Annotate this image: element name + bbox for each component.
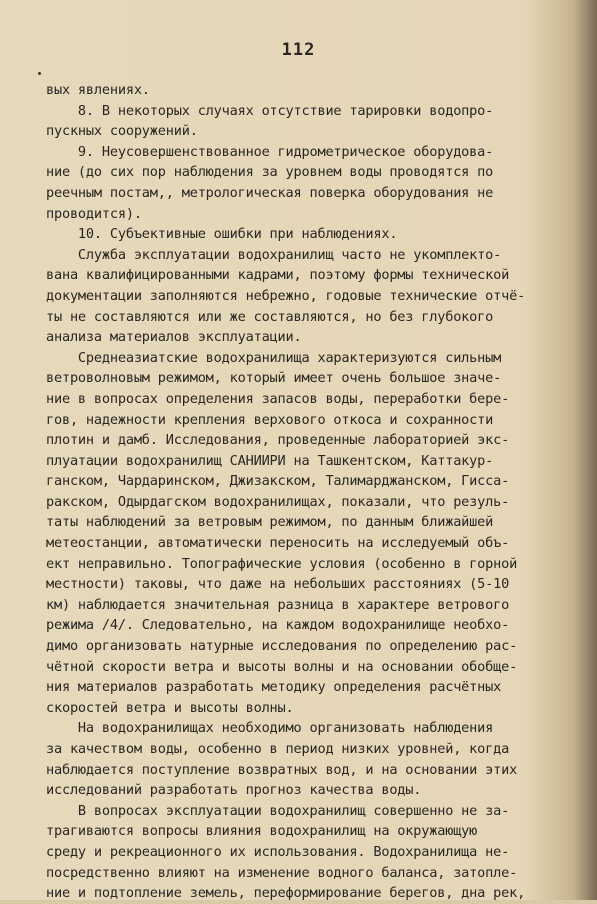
- text-line: плотин и дамб. Исследования, проведенные лабораторией экс-: [46, 432, 510, 449]
- page-number: 112: [281, 40, 316, 60]
- text-line: вых явлениях.: [46, 82, 150, 98]
- ink-dot: [38, 72, 41, 75]
- text-line: посредственно влияют на изменение водного баланса, затопле-: [46, 864, 518, 881]
- text-line: ракском, Одырдагском водохранилищах, показали, что резуль-: [46, 493, 510, 510]
- text-line: 8. В некоторых случаях отсутствие тарировки водопро-: [46, 102, 494, 119]
- text-line: реечным постам,, метрологическая поверка оборудования не: [46, 184, 494, 201]
- text-line: местности) таковы, что даже на небольших расстояниях (5-10: [46, 576, 510, 593]
- text-line: вана квалифицированными кадрами, поэтому формы технической: [46, 267, 510, 284]
- text-line: пускных сооружений.: [46, 123, 198, 140]
- text-line: На водохранилищах необходимо организовать наблюдения: [46, 720, 494, 737]
- text-line: проводится).: [46, 205, 142, 222]
- text-line: наблюдается поступление возвратных вод, и на основании этих: [46, 761, 518, 778]
- text-line: документации заполняются небрежно, годовые технические отчё-: [46, 287, 526, 304]
- text-line: трагиваются вопросы влияния водохранилищ на окружающую: [46, 823, 478, 840]
- text-line: ния материалов разработать методику определения расчётных: [46, 679, 502, 696]
- text-line: метеостанции, автоматически переносить на исследуемый объ-: [46, 535, 510, 552]
- text-line: км) наблюдается значительная разница в характере ветрового: [46, 596, 510, 613]
- text-line: Служба эксплуатации водохранилищ часто не укомплекто-: [46, 246, 502, 263]
- text-line: димо организовать натурные исследования по определению рас-: [46, 638, 518, 655]
- text-line: среду и рекреационного их использования. Водохранилища не-: [46, 843, 510, 860]
- text-line: режима /4/. Следовательно, на каждом водохранилище необхо-: [46, 617, 510, 634]
- body-text: [46, 80, 571, 904]
- text-line: ние в вопросах определения запасов воды, переработки бере-: [46, 390, 510, 407]
- text-line: плуатации водохранилищ САНИИРИ на Ташкентском, Каттакур-: [46, 452, 494, 469]
- text-line: скоростей ветра и высоты волны.: [46, 699, 294, 716]
- text-line: 9. Неусовершенствованное гидрометрическое оборудова-: [46, 143, 494, 160]
- text-line: Среднеазиатские водохранилища характеризуются сильным: [46, 349, 502, 366]
- text-line: гов, надежности крепления верхового откоса и сохранности: [46, 411, 494, 428]
- text-line: чётной скорости ветра и высоты волны и на основании обобще-: [46, 658, 518, 675]
- text-line: ект неправильно. Топографические условия (особенно в горной: [46, 555, 518, 572]
- text-line: ганском, Чардаринском, Джизакском, Талимарджанском, Гисса-: [46, 473, 510, 490]
- text-line: исследований разработать прогноз качества воды.: [46, 782, 422, 799]
- text-line: анализа материалов эксплуатации.: [46, 329, 302, 346]
- text-line: ты не составляются или же составляются, но без глубокого: [46, 308, 494, 325]
- text-line: ветроволновым режимом, который имеет очень большое значе-: [46, 370, 502, 387]
- text-line: В вопросах эксплуатации водохранилищ совершенно не за-: [46, 802, 510, 819]
- text-line: за качеством воды, особенно в период низких уровней, когда: [46, 741, 510, 757]
- text-line: таты наблюдений за ветровым режимом, по данным ближайшей: [46, 514, 494, 531]
- text-line: ние (до сих пор наблюдения за уровнем воды проводятся по: [46, 164, 494, 181]
- text-line: 10. Субъективные ошибки при наблюдениях.: [46, 226, 398, 243]
- text-line: ние и подтопление земель, переформирование берегов, дна рек,: [46, 885, 526, 902]
